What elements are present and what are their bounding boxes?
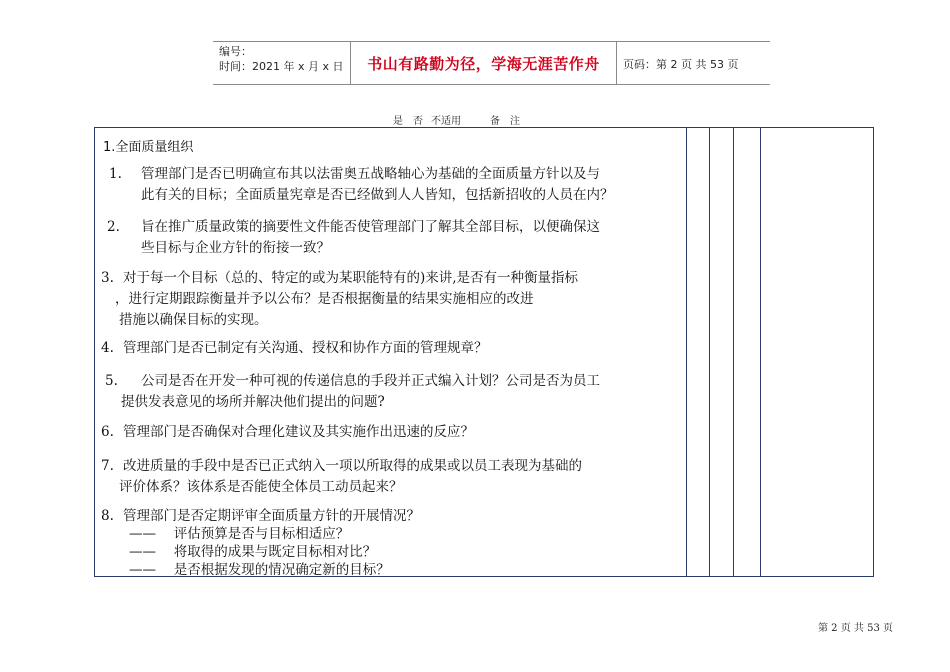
column-divider xyxy=(686,128,687,576)
doc-number-label: 编号： xyxy=(219,45,252,58)
question-number: 2. xyxy=(107,219,120,235)
question-text: 此有关的目标；全面质量宪章是否已经做到人人皆知，包括新招收的人员在内？ xyxy=(141,187,614,203)
column-no: 否 xyxy=(413,116,423,127)
question-text: 旨在推广质量政策的摘要性文件能否使管理部门了解其全部目标，以便确保这 xyxy=(141,219,600,235)
question-text: 措施以确保目标的实现。 xyxy=(119,312,268,328)
doc-time-label: 时间：2021 年 x 月 x 日 xyxy=(219,60,344,73)
page-footer: 第 2 页 共 53 页 xyxy=(818,623,893,634)
header-motto: 书山有路勤为径，学海无涯苦作舟 xyxy=(367,55,600,73)
sub-question-text: —— 是否根据发现的情况确定新的目标？ xyxy=(129,562,390,578)
question-text: 管理部门是否已明确宣布其以法雷奥五战略轴心为基础的全面质量方针以及与 xyxy=(141,166,600,182)
question-text: 管理部门是否确保对合理化建议及其实施作出迅速的反应？ xyxy=(123,424,474,440)
question-text: 公司是否在开发一种可视的传递信息的手段并正式编入计划？公司是否为员工 xyxy=(141,373,600,389)
column-remark: 备 注 xyxy=(490,116,520,127)
column-divider xyxy=(733,128,734,576)
page-header xyxy=(213,41,770,85)
question-number: 1. xyxy=(109,166,122,182)
column-na: 不适用 xyxy=(431,116,461,127)
question-text: 管理部门是否已制定有关沟通、授权和协作方面的管理规章？ xyxy=(123,340,488,356)
question-text: 对于每一个目标（总的、特定的或为某职能特有的)来讲,是否有一种衡量指标 xyxy=(123,270,579,286)
sub-question-text: —— 将取得的成果与既定目标相对比？ xyxy=(129,544,377,560)
sub-question-text: —— 评估预算是否与目标相适应？ xyxy=(129,526,350,542)
header-page-info: 页码：第 2 页 共 53 页 xyxy=(623,58,739,71)
question-number: 3. xyxy=(101,270,114,286)
question-text: ，进行定期跟踪衡量并予以公布？是否根据衡量的结果实施相应的改进 xyxy=(115,291,534,307)
question-number: 4. xyxy=(101,340,114,356)
checklist-table xyxy=(94,127,874,577)
question-text: 些目标与企业方针的衔接一致？ xyxy=(141,240,330,256)
header-meta xyxy=(219,44,344,74)
question-text: 提供发表意见的场所并解决他们提出的问题? xyxy=(121,394,385,410)
column-divider xyxy=(760,128,761,576)
question-number: 5. xyxy=(105,373,118,389)
question-text: 管理部门是否定期评审全面质量方针的开展情况？ xyxy=(123,508,420,524)
column-yes: 是 xyxy=(393,116,403,127)
section-title: 1.全面质量组织 xyxy=(103,140,194,155)
column-divider xyxy=(709,128,710,576)
question-text: 改进质量的手段中是否已正式纳入一项以所取得的成果或以员工表现为基础的 xyxy=(123,458,582,474)
question-number: 6. xyxy=(101,424,114,440)
question-number: 8. xyxy=(101,508,114,524)
question-text: 评价体系？该体系是否能使全体员工动员起来？ xyxy=(119,479,403,495)
question-number: 7. xyxy=(101,458,114,474)
header-divider xyxy=(616,42,617,84)
